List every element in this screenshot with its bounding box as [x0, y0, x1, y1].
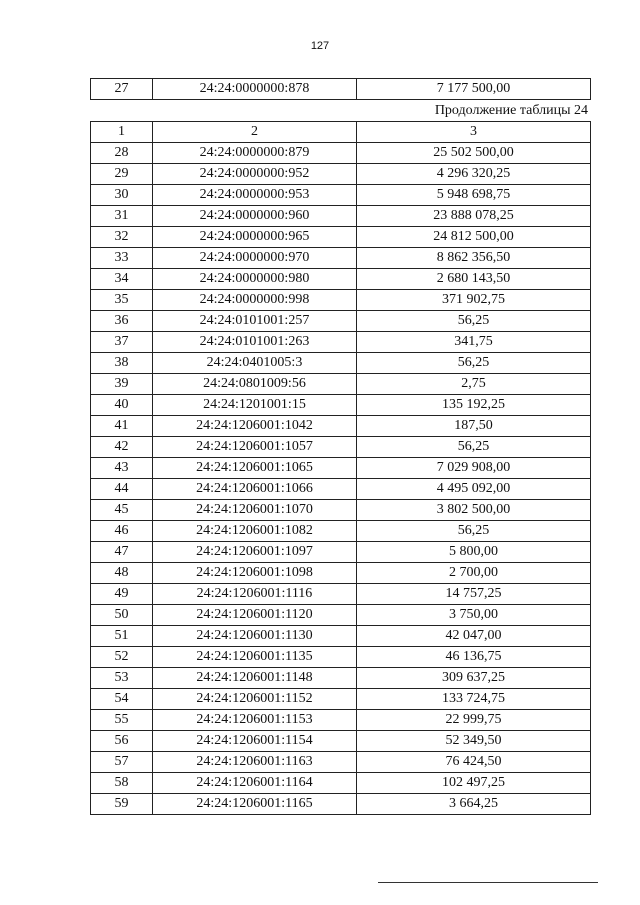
table-row: [91, 542, 591, 563]
table-row: [91, 647, 591, 668]
cadastral-number-cell: 24:24:1206001:1097: [153, 542, 357, 563]
row-number-cell: 42: [91, 437, 153, 458]
cadastral-number-cell: 24:24:1201001:15: [153, 395, 357, 416]
value-cell: 4 296 320,25: [357, 164, 591, 185]
page-number: 127: [310, 40, 330, 52]
table-container: [90, 78, 590, 815]
row-number-cell: 39: [91, 374, 153, 395]
value-cell: 3 802 500,00: [357, 500, 591, 521]
value-cell: 187,50: [357, 416, 591, 437]
value-cell: 2 700,00: [357, 563, 591, 584]
table-row: [91, 290, 591, 311]
table-row: [91, 332, 591, 353]
row-number-cell: 27: [91, 79, 153, 100]
value-cell: 309 637,25: [357, 668, 591, 689]
table-row: [91, 458, 591, 479]
value-cell: 135 192,25: [357, 395, 591, 416]
row-number-cell: 36: [91, 311, 153, 332]
row-number-cell: 53: [91, 668, 153, 689]
row-number-cell: 44: [91, 479, 153, 500]
row-number-cell: 55: [91, 710, 153, 731]
value-cell: 22 999,75: [357, 710, 591, 731]
table-row: [91, 794, 591, 815]
value-cell: 76 424,50: [357, 752, 591, 773]
table-row: [91, 206, 591, 227]
row-number-cell: 48: [91, 563, 153, 584]
row-number-cell: 28: [91, 143, 153, 164]
value-cell: 371 902,75: [357, 290, 591, 311]
row-number-cell: 33: [91, 248, 153, 269]
value-cell: 133 724,75: [357, 689, 591, 710]
table-row: [91, 605, 591, 626]
table-row: [91, 731, 591, 752]
table-row: [91, 668, 591, 689]
value-cell: 5 800,00: [357, 542, 591, 563]
value-cell: 52 349,50: [357, 731, 591, 752]
row-number-cell: 34: [91, 269, 153, 290]
row-number-cell: 46: [91, 521, 153, 542]
cadastral-number-cell: 24:24:1206001:1057: [153, 437, 357, 458]
table-row: [91, 584, 591, 605]
cadastral-number-cell: 24:24:1206001:1130: [153, 626, 357, 647]
row-number-cell: 51: [91, 626, 153, 647]
row-number-cell: 50: [91, 605, 153, 626]
table-body: [91, 143, 591, 815]
cadastral-number-cell: 24:24:0000000:998: [153, 290, 357, 311]
table-row: [91, 248, 591, 269]
cadastral-number-cell: 24:24:1206001:1164: [153, 773, 357, 794]
value-cell: 23 888 078,25: [357, 206, 591, 227]
cadastral-number-cell: 24:24:0101001:257: [153, 311, 357, 332]
cadastral-number-cell: 24:24:1206001:1042: [153, 416, 357, 437]
cadastral-number-cell: 24:24:1206001:1065: [153, 458, 357, 479]
row-number-cell: 47: [91, 542, 153, 563]
top-fragment-table: [90, 78, 591, 100]
row-number-cell: 57: [91, 752, 153, 773]
value-cell: 2,75: [357, 374, 591, 395]
cadastral-number-cell: 24:24:0000000:952: [153, 164, 357, 185]
value-cell: 102 497,25: [357, 773, 591, 794]
row-number-cell: 29: [91, 164, 153, 185]
cadastral-number-cell: 24:24:1206001:1148: [153, 668, 357, 689]
cadastral-number-cell: 24:24:1206001:1154: [153, 731, 357, 752]
cadastral-number-cell: 24:24:1206001:1163: [153, 752, 357, 773]
value-cell: 24 812 500,00: [357, 227, 591, 248]
column-header-1: 1: [91, 122, 153, 143]
table-row: [91, 479, 591, 500]
table-row: [91, 689, 591, 710]
row-number-cell: 43: [91, 458, 153, 479]
table-row: [91, 563, 591, 584]
table-row: [91, 710, 591, 731]
row-number-cell: 58: [91, 773, 153, 794]
value-cell: 7 029 908,00: [357, 458, 591, 479]
cadastral-number-cell: 24:24:1206001:1152: [153, 689, 357, 710]
value-cell: 25 502 500,00: [357, 143, 591, 164]
value-cell: 7 177 500,00: [357, 79, 591, 100]
cadastral-number-cell: 24:24:1206001:1153: [153, 710, 357, 731]
cadastral-number-cell: 24:24:1206001:1135: [153, 647, 357, 668]
row-number-cell: 38: [91, 353, 153, 374]
cadastral-number-cell: 24:24:1206001:1066: [153, 479, 357, 500]
cadastral-number-cell: 24:24:1206001:1070: [153, 500, 357, 521]
cadastral-number-cell: 24:24:0000000:965: [153, 227, 357, 248]
value-cell: 56,25: [357, 353, 591, 374]
table-row: [91, 185, 591, 206]
table-row: [91, 416, 591, 437]
footer-rule: [378, 882, 598, 883]
table-row: [91, 164, 591, 185]
main-table: [90, 121, 591, 815]
table-row: [91, 353, 591, 374]
row-number-cell: 56: [91, 731, 153, 752]
table-row: [91, 269, 591, 290]
row-number-cell: 35: [91, 290, 153, 311]
row-number-cell: 30: [91, 185, 153, 206]
row-number-cell: 54: [91, 689, 153, 710]
table-row: [91, 626, 591, 647]
table-row: [91, 500, 591, 521]
row-number-cell: 49: [91, 584, 153, 605]
table-row: [91, 521, 591, 542]
cadastral-number-cell: 24:24:0401005:3: [153, 353, 357, 374]
table-row: [91, 773, 591, 794]
column-header-2: 2: [153, 122, 357, 143]
value-cell: 56,25: [357, 311, 591, 332]
value-cell: 341,75: [357, 332, 591, 353]
table-continuation-label: Продолжение таблицы 24: [434, 103, 588, 118]
table-row: [91, 395, 591, 416]
row-number-cell: 52: [91, 647, 153, 668]
cadastral-number-cell: 24:24:1206001:1120: [153, 605, 357, 626]
value-cell: 42 047,00: [357, 626, 591, 647]
cadastral-number-cell: 24:24:0000000:879: [153, 143, 357, 164]
cadastral-number-cell: 24:24:1206001:1082: [153, 521, 357, 542]
table-row: [91, 374, 591, 395]
table-row: [91, 437, 591, 458]
row-number-cell: 40: [91, 395, 153, 416]
row-number-cell: 41: [91, 416, 153, 437]
row-number-cell: 32: [91, 227, 153, 248]
column-number-row: [91, 122, 591, 143]
value-cell: 5 948 698,75: [357, 185, 591, 206]
table-row: [91, 79, 591, 100]
value-cell: 3 750,00: [357, 605, 591, 626]
cadastral-number-cell: 24:24:0000000:878: [153, 79, 357, 100]
value-cell: 46 136,75: [357, 647, 591, 668]
table-row: [91, 752, 591, 773]
table-row: [91, 143, 591, 164]
row-number-cell: 31: [91, 206, 153, 227]
row-number-cell: 59: [91, 794, 153, 815]
cadastral-number-cell: 24:24:1206001:1116: [153, 584, 357, 605]
cadastral-number-cell: 24:24:0000000:960: [153, 206, 357, 227]
value-cell: 4 495 092,00: [357, 479, 591, 500]
value-cell: 2 680 143,50: [357, 269, 591, 290]
cadastral-number-cell: 24:24:0801009:56: [153, 374, 357, 395]
row-number-cell: 45: [91, 500, 153, 521]
cadastral-number-cell: 24:24:0000000:953: [153, 185, 357, 206]
value-cell: 56,25: [357, 521, 591, 542]
cadastral-number-cell: 24:24:1206001:1098: [153, 563, 357, 584]
row-number-cell: 37: [91, 332, 153, 353]
value-cell: 14 757,25: [357, 584, 591, 605]
table-row: [91, 227, 591, 248]
cadastral-number-cell: 24:24:0000000:980: [153, 269, 357, 290]
cadastral-number-cell: 24:24:1206001:1165: [153, 794, 357, 815]
cadastral-number-cell: 24:24:0101001:263: [153, 332, 357, 353]
column-header-3: 3: [357, 122, 591, 143]
value-cell: 8 862 356,50: [357, 248, 591, 269]
table-row: [91, 311, 591, 332]
value-cell: 56,25: [357, 437, 591, 458]
cadastral-number-cell: 24:24:0000000:970: [153, 248, 357, 269]
value-cell: 3 664,25: [357, 794, 591, 815]
